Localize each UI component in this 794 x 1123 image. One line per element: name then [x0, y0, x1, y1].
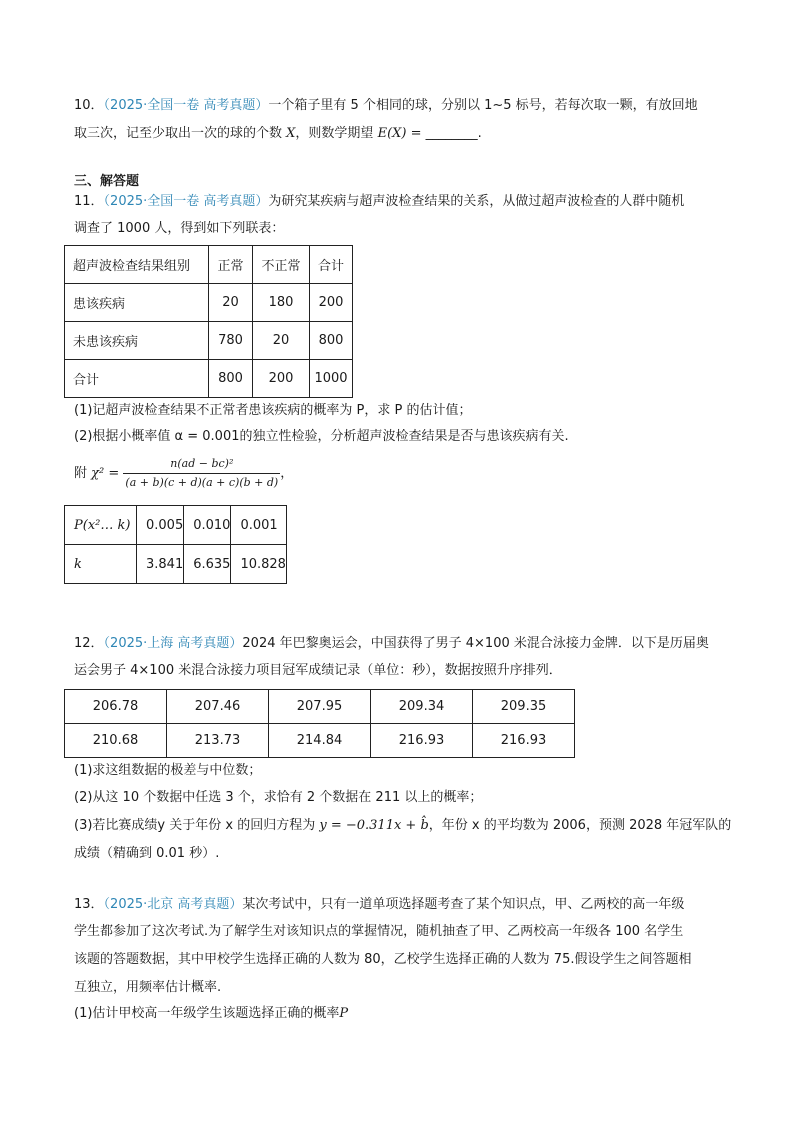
table-cell: 6.635 — [184, 545, 231, 584]
q13-sub1 — [74, 1004, 348, 1024]
formula-end: ， — [280, 466, 294, 481]
q12-sub3-text-2: y 关于年份 x 的回归方程为 — [157, 818, 316, 833]
table-cell: 209.35 — [473, 690, 575, 724]
critical-value-table — [64, 505, 287, 584]
q10-end: . — [477, 126, 482, 141]
table-row — [65, 724, 575, 758]
table-header-cell: 不正常 — [253, 246, 310, 284]
table-header-cell: 正常 — [209, 246, 253, 284]
q10-number: 10． — [74, 98, 104, 113]
q13-line1 — [74, 895, 684, 915]
q13-source: （2025·北京 高考真题） — [103, 897, 243, 912]
q10-var-x: X — [286, 126, 296, 141]
contingency-table — [64, 245, 353, 398]
q10-text-1: 一个箱子里有 5 个相同的球，分别以 1~5 标号，若每次取一颗，有放回地 — [268, 98, 698, 113]
q12-sub3 — [74, 816, 731, 836]
q10-line2 — [74, 124, 482, 144]
table-cell: 214.84 — [269, 724, 371, 758]
table-cell: 209.34 — [371, 690, 473, 724]
table-row — [65, 360, 353, 398]
table-cell: 200 — [310, 284, 353, 322]
formula-numerator: n(ad − bc)² — [123, 456, 280, 474]
q10-expectation: E(X) = — [377, 126, 422, 141]
table-cell: 210.68 — [65, 724, 167, 758]
q13-text-1: 某次考试中，只有一道单项选择题考查了某个知识点，甲、乙两校的高一年级 — [242, 897, 685, 912]
table-cell: 207.95 — [269, 690, 371, 724]
q12-sub3-text-3: ，年份 x 的平均数为 2006，预测 2028 年冠军队的 — [428, 818, 732, 833]
table-cell: 800 — [310, 322, 353, 360]
q12-sub3-line2: 成绩（精确到 0.01 秒）. — [74, 846, 220, 861]
table-cell: 0.005 — [137, 506, 184, 545]
q12-number: 12． — [74, 636, 104, 651]
q12-text-1: 2024 年巴黎奥运会，中国获得了男子 4×100 米混合泳接力金牌．以下是历届奥 — [242, 636, 709, 651]
q13-sub1-var: P — [339, 1006, 349, 1021]
table-cell: 216.93 — [371, 724, 473, 758]
table-cell: 20 — [253, 322, 310, 360]
table-cell: 合计 — [65, 360, 209, 398]
q12-sub2: (2)从这 10 个数据中任选 3 个，求恰有 2 个数据在 211 以上的概率； — [74, 790, 483, 805]
q11-sub2: (2)根据小概率值 α = 0.001的独立性检验，分析超声波检查结果是否与患该疾病有关. — [74, 429, 569, 444]
table-header-row — [65, 246, 353, 284]
q12-line2: 运会男子 4×100 米混合泳接力项目冠军成绩记录（单位：秒），数据按照升序排列． — [74, 663, 562, 678]
table-cell: 未患该疾病 — [65, 322, 209, 360]
q11-number: 11． — [74, 194, 104, 209]
swim-times-table — [64, 689, 575, 758]
table-cell: 20 — [209, 284, 253, 322]
formula-prefix: 附 — [74, 466, 88, 481]
q11-text-1: 为研究某疾病与超声波检查结果的关系，从做过超声波检查的人群中随机 — [268, 194, 685, 209]
q13-line2: 学生都参加了这次考试.为了解学生对该知识点的掌握情况，随机抽查了甲、乙两校高一年级各 100 名学生 — [74, 924, 684, 939]
section-heading: 三、解答题 — [74, 174, 140, 189]
q10-text-3: ，则数学期望 — [295, 126, 374, 141]
table-header-cell: 超声波检查结果组别 — [65, 246, 209, 284]
table-cell: 180 — [253, 284, 310, 322]
q11-source: （2025·全国一卷 高考真题） — [103, 194, 269, 209]
q13-line4: 互独立，用频率估计概率. — [74, 980, 222, 995]
q11-line2: 调查了 1000 人，得到如下列联表： — [74, 221, 285, 236]
table-cell: 800 — [209, 360, 253, 398]
table-row — [65, 284, 353, 322]
q10-source: （2025·全国一卷 高考真题） — [103, 98, 269, 113]
table-row — [65, 322, 353, 360]
chi-square-formula — [74, 456, 293, 491]
q13-sub1-text: (1)估计甲校高一年级学生该题选择正确的概率 — [74, 1006, 340, 1021]
table-cell: 患该疾病 — [65, 284, 209, 322]
q12-sub3-text-1: (3)若比赛成绩 — [74, 818, 158, 833]
q13-number: 13． — [74, 897, 104, 912]
table-cell: 3.841 — [137, 545, 184, 584]
formula-chi: χ² = — [91, 466, 120, 481]
table-cell: 0.001 — [231, 506, 287, 545]
table-cell: 213.73 — [167, 724, 269, 758]
table-cell: 206.78 — [65, 690, 167, 724]
table-cell: 0.010 — [184, 506, 231, 545]
table-cell: P(x²… k) — [65, 506, 137, 545]
table-row — [65, 506, 287, 545]
q12-source: （2025·上海 高考真题） — [103, 636, 243, 651]
table-cell: 10.828 — [231, 545, 287, 584]
table-row — [65, 690, 575, 724]
q12-line1 — [74, 634, 709, 654]
q11-sub1: (1)记超声波检查结果不正常者患该疾病的概率为 P，求 P 的估计值； — [74, 403, 472, 418]
table-header-cell: 合计 — [310, 246, 353, 284]
table-cell: 216.93 — [473, 724, 575, 758]
formula-denominator: (a + b)(c + d)(a + c)(b + d) — [125, 476, 279, 489]
table-cell: 780 — [209, 322, 253, 360]
q11-line1 — [74, 192, 684, 212]
q12-regression-equation: y = −0.311x + b̂ — [319, 818, 429, 833]
formula-fraction — [123, 456, 280, 491]
q10-text-2: 取三次，记至少取出一次的球的个数 — [74, 126, 283, 141]
table-cell: k — [65, 545, 137, 584]
q10-line1 — [74, 96, 698, 116]
q10-answer-blank: ________ — [425, 126, 478, 141]
table-cell: 200 — [253, 360, 310, 398]
q12-sub1: (1)求这组数据的极差与中位数； — [74, 763, 262, 778]
q13-line3: 该题的答题数据，其中甲校学生选择正确的人数为 80，乙校学生选择正确的人数为 75.假设学生之间答题相 — [74, 952, 692, 967]
table-cell: 1000 — [310, 360, 353, 398]
table-row — [65, 545, 287, 584]
table-cell: 207.46 — [167, 690, 269, 724]
